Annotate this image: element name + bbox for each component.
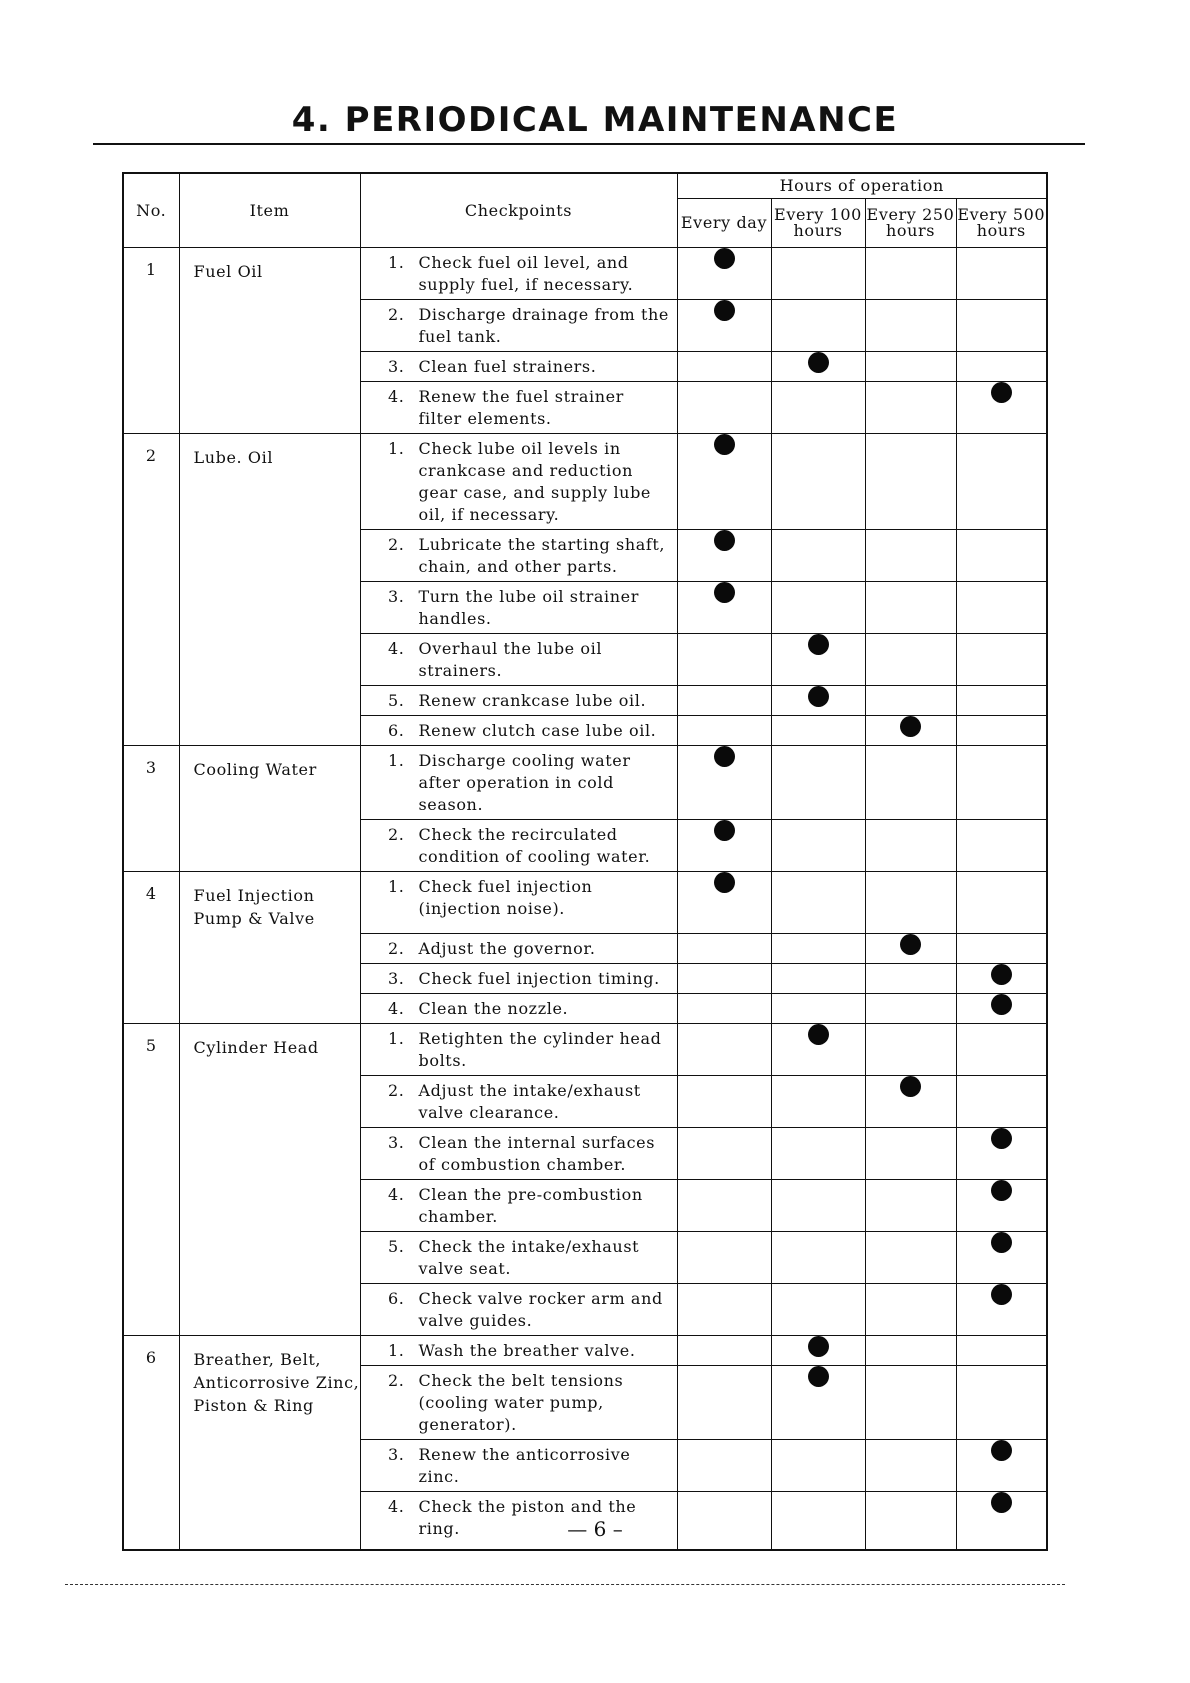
checkpoint-cell — [360, 1232, 677, 1284]
interval-cell-every-500 — [956, 746, 1047, 820]
interval-cell-every-250 — [865, 1440, 956, 1492]
bullet-mark-icon — [808, 686, 829, 707]
interval-cell-every-500 — [956, 1284, 1047, 1336]
bullet-mark-icon — [714, 820, 735, 841]
bullet-mark-icon — [900, 716, 921, 737]
checkpoint-cell — [360, 820, 677, 872]
bullet-mark-icon — [991, 382, 1012, 403]
interval-cell-every-100 — [771, 1284, 865, 1336]
interval-cell-every-100 — [771, 434, 865, 530]
checkpoint-cell — [360, 994, 677, 1024]
bullet-mark-icon — [808, 634, 829, 655]
group-item: Lube. Oil — [179, 434, 360, 746]
checkpoint-text: Check fuel injection (injection noise). — [418, 877, 593, 918]
header-hours-of-operation: Hours of operation — [677, 173, 1047, 199]
interval-cell-every-500 — [956, 934, 1047, 964]
checkpoint-number: 1. — [388, 1341, 405, 1360]
checkpoint-cell — [360, 1440, 677, 1492]
interval-cell-every-day — [677, 964, 771, 994]
interval-cell-every-250 — [865, 872, 956, 934]
interval-cell-every-day — [677, 716, 771, 746]
interval-cell-every-100 — [771, 634, 865, 686]
checkpoint-cell — [360, 1336, 677, 1366]
interval-cell-every-500 — [956, 634, 1047, 686]
group-number: 4 — [123, 872, 179, 1024]
table-body — [123, 248, 1047, 1550]
interval-cell-every-day — [677, 530, 771, 582]
group-number: 1 — [123, 248, 179, 434]
header-no: No. — [123, 173, 179, 248]
checkpoint-number: 3. — [388, 357, 405, 376]
checkpoint-cell — [360, 716, 677, 746]
checkpoint-text: Check fuel injection timing. — [418, 969, 660, 988]
checkpoint-number: 2. — [388, 305, 405, 324]
interval-cell-every-250 — [865, 1284, 956, 1336]
interval-cell-every-day — [677, 686, 771, 716]
page-title: 4. PERIODICAL MAINTENANCE — [291, 100, 899, 140]
checkpoint-cell — [360, 1076, 677, 1128]
bullet-mark-icon — [808, 1366, 829, 1387]
interval-cell-every-100 — [771, 1366, 865, 1440]
interval-cell-every-100 — [771, 1076, 865, 1128]
interval-cell-every-day — [677, 1076, 771, 1128]
checkpoint-text: Renew the fuel strainer filter elements. — [418, 387, 624, 428]
checkpoint-text: Check fuel oil level, and supply fuel, if necessary. — [418, 253, 634, 294]
checkpoint-number: 2. — [388, 1081, 405, 1100]
table-row — [123, 872, 1047, 934]
bullet-mark-icon — [808, 1024, 829, 1045]
interval-cell-every-day — [677, 1232, 771, 1284]
checkpoint-cell — [360, 382, 677, 434]
checkpoint-number: 4. — [388, 1497, 405, 1516]
interval-cell-every-day — [677, 634, 771, 686]
group-number: 3 — [123, 746, 179, 872]
checkpoint-text: Check the piston and the ring. — [418, 1497, 637, 1538]
interval-cell-every-500 — [956, 686, 1047, 716]
checkpoint-cell — [360, 746, 677, 820]
interval-cell-every-day — [677, 934, 771, 964]
interval-cell-every-250 — [865, 1076, 956, 1128]
interval-cell-every-250 — [865, 1128, 956, 1180]
bottom-rule — [65, 1584, 1065, 1585]
table-row — [123, 746, 1047, 820]
bullet-mark-icon — [991, 1492, 1012, 1513]
checkpoint-cell — [360, 582, 677, 634]
checkpoint-cell — [360, 1366, 677, 1440]
header-every-250: Every 250 hours — [865, 199, 956, 248]
checkpoint-text: Check lube oil levels in crankcase and reduction gear case, and supply lube oil, if necessary. — [418, 439, 651, 524]
interval-cell-every-500 — [956, 716, 1047, 746]
interval-cell-every-100 — [771, 964, 865, 994]
checkpoint-number: 5. — [388, 691, 405, 710]
checkpoint-number: 1. — [388, 1029, 405, 1048]
interval-cell-every-100 — [771, 382, 865, 434]
bullet-mark-icon — [714, 300, 735, 321]
interval-cell-every-250 — [865, 382, 956, 434]
group-item: Fuel Oil — [179, 248, 360, 434]
group-number: 6 — [123, 1336, 179, 1550]
interval-cell-every-500 — [956, 1440, 1047, 1492]
interval-cell-every-250 — [865, 934, 956, 964]
checkpoint-cell — [360, 1284, 677, 1336]
interval-cell-every-100 — [771, 530, 865, 582]
checkpoint-text: Overhaul the lube oil strainers. — [418, 639, 603, 680]
checkpoint-number: 4. — [388, 999, 405, 1018]
interval-cell-every-500 — [956, 1366, 1047, 1440]
interval-cell-every-100 — [771, 352, 865, 382]
checkpoint-number: 1. — [388, 439, 405, 458]
checkpoint-cell — [360, 1128, 677, 1180]
interval-cell-every-day — [677, 300, 771, 352]
interval-cell-every-500 — [956, 582, 1047, 634]
interval-cell-every-day — [677, 248, 771, 300]
checkpoint-number: 2. — [388, 1371, 405, 1390]
interval-cell-every-100 — [771, 994, 865, 1024]
interval-cell-every-100 — [771, 300, 865, 352]
bullet-mark-icon — [714, 582, 735, 603]
table-row — [123, 1336, 1047, 1366]
checkpoint-cell — [360, 964, 677, 994]
bullet-mark-icon — [714, 248, 735, 269]
checkpoint-cell — [360, 872, 677, 934]
interval-cell-every-250 — [865, 352, 956, 382]
interval-cell-every-500 — [956, 530, 1047, 582]
bullet-mark-icon — [900, 1076, 921, 1097]
table-row — [123, 434, 1047, 530]
interval-cell-every-500 — [956, 1128, 1047, 1180]
interval-cell-every-500 — [956, 820, 1047, 872]
interval-cell-every-250 — [865, 530, 956, 582]
checkpoint-text: Clean the nozzle. — [418, 999, 569, 1018]
checkpoint-text: Clean the internal surfaces of combustion chamber. — [418, 1133, 656, 1174]
interval-cell-every-500 — [956, 434, 1047, 530]
page-number: — 6 – — [567, 1517, 623, 1541]
checkpoint-number: 2. — [388, 939, 405, 958]
interval-cell-every-250 — [865, 300, 956, 352]
interval-cell-every-250 — [865, 1232, 956, 1284]
checkpoint-number: 3. — [388, 587, 405, 606]
checkpoint-text: Adjust the governor. — [418, 939, 596, 958]
interval-cell-every-500 — [956, 1180, 1047, 1232]
bullet-mark-icon — [991, 1128, 1012, 1149]
checkpoint-text: Clean fuel strainers. — [418, 357, 597, 376]
checkpoint-cell — [360, 352, 677, 382]
interval-cell-every-100 — [771, 248, 865, 300]
bullet-mark-icon — [714, 872, 735, 893]
bullet-mark-icon — [991, 994, 1012, 1015]
header-item: Item — [179, 173, 360, 248]
checkpoint-cell — [360, 934, 677, 964]
interval-cell-every-100 — [771, 872, 865, 934]
interval-cell-every-day — [677, 994, 771, 1024]
interval-cell-every-250 — [865, 634, 956, 686]
header-every-500: Every 500 hours — [956, 199, 1047, 248]
checkpoint-cell — [360, 634, 677, 686]
interval-cell-every-500 — [956, 1336, 1047, 1366]
checkpoint-number: 3. — [388, 1445, 405, 1464]
bullet-mark-icon — [808, 1336, 829, 1357]
checkpoint-text: Lubricate the starting shaft, chain, and other parts. — [418, 535, 666, 576]
checkpoint-text: Renew clutch case lube oil. — [418, 721, 657, 740]
checkpoint-number: 4. — [388, 1185, 405, 1204]
interval-cell-every-day — [677, 1366, 771, 1440]
interval-cell-every-100 — [771, 1180, 865, 1232]
checkpoint-number: 4. — [388, 387, 405, 406]
interval-cell-every-250 — [865, 994, 956, 1024]
interval-cell-every-100 — [771, 934, 865, 964]
checkpoint-number: 2. — [388, 825, 405, 844]
bullet-mark-icon — [808, 352, 829, 373]
interval-cell-every-day — [677, 1024, 771, 1076]
checkpoint-number: 3. — [388, 1133, 405, 1152]
bullet-mark-icon — [991, 1180, 1012, 1201]
interval-cell-every-day — [677, 582, 771, 634]
interval-cell-every-day — [677, 746, 771, 820]
interval-cell-every-250 — [865, 964, 956, 994]
interval-cell-every-100 — [771, 686, 865, 716]
interval-cell-every-500 — [956, 1024, 1047, 1076]
interval-cell-every-250 — [865, 746, 956, 820]
maintenance-table — [122, 172, 1048, 1551]
bullet-mark-icon — [900, 934, 921, 955]
interval-cell-every-250 — [865, 716, 956, 746]
bullet-mark-icon — [714, 434, 735, 455]
interval-cell-every-500 — [956, 964, 1047, 994]
interval-cell-every-500 — [956, 1076, 1047, 1128]
interval-cell-every-100 — [771, 1440, 865, 1492]
interval-cell-every-100 — [771, 1336, 865, 1366]
interval-cell-every-day — [677, 820, 771, 872]
checkpoint-text: Check the belt tensions (cooling water pump, generator). — [418, 1371, 624, 1434]
interval-cell-every-500 — [956, 994, 1047, 1024]
group-number: 5 — [123, 1024, 179, 1336]
interval-cell-every-250 — [865, 1180, 956, 1232]
interval-cell-every-day — [677, 1440, 771, 1492]
checkpoint-cell — [360, 1180, 677, 1232]
interval-cell-every-100 — [771, 582, 865, 634]
checkpoint-cell — [360, 248, 677, 300]
interval-cell-every-100 — [771, 746, 865, 820]
bullet-mark-icon — [991, 1232, 1012, 1253]
checkpoint-number: 1. — [388, 877, 405, 896]
checkpoint-text: Clean the pre-combustion chamber. — [418, 1185, 643, 1226]
group-item: Fuel Injection Pump & Valve — [179, 872, 360, 1024]
bullet-mark-icon — [714, 530, 735, 551]
interval-cell-every-500 — [956, 1232, 1047, 1284]
interval-cell-every-100 — [771, 716, 865, 746]
interval-cell-every-day — [677, 872, 771, 934]
bullet-mark-icon — [714, 746, 735, 767]
table-row — [123, 248, 1047, 300]
title-underline — [93, 143, 1085, 145]
header-every-day: Every day — [677, 199, 771, 248]
bullet-mark-icon — [991, 1284, 1012, 1305]
group-number: 2 — [123, 434, 179, 746]
checkpoint-cell — [360, 434, 677, 530]
interval-cell-every-250 — [865, 248, 956, 300]
interval-cell-every-day — [677, 352, 771, 382]
interval-cell-every-100 — [771, 1024, 865, 1076]
interval-cell-every-250 — [865, 1366, 956, 1440]
bullet-mark-icon — [991, 964, 1012, 985]
group-item: Cooling Water — [179, 746, 360, 872]
interval-cell-every-100 — [771, 820, 865, 872]
interval-cell-every-500 — [956, 872, 1047, 934]
checkpoint-text: Discharge drainage from the fuel tank. — [418, 305, 669, 346]
checkpoint-text: Adjust the intake/exhaust valve clearance. — [418, 1081, 641, 1122]
interval-cell-every-day — [677, 434, 771, 530]
checkpoint-text: Renew the anticorrosive zinc. — [418, 1445, 631, 1486]
interval-cell-every-250 — [865, 820, 956, 872]
checkpoint-number: 2. — [388, 535, 405, 554]
checkpoint-text: Check the recirculated condition of cooling water. — [418, 825, 651, 866]
checkpoint-cell — [360, 530, 677, 582]
interval-cell-every-250 — [865, 686, 956, 716]
interval-cell-every-day — [677, 382, 771, 434]
checkpoint-number: 6. — [388, 1289, 405, 1308]
interval-cell-every-day — [677, 1128, 771, 1180]
interval-cell-every-100 — [771, 1128, 865, 1180]
header-checkpoints: Checkpoints — [360, 173, 677, 248]
interval-cell-every-500 — [956, 248, 1047, 300]
interval-cell-every-100 — [771, 1232, 865, 1284]
checkpoint-cell — [360, 300, 677, 352]
interval-cell-every-day — [677, 1284, 771, 1336]
bullet-mark-icon — [991, 1440, 1012, 1461]
interval-cell-every-250 — [865, 1024, 956, 1076]
checkpoint-text: Discharge cooling water after operation in cold season. — [418, 751, 631, 814]
interval-cell-every-250 — [865, 434, 956, 530]
group-item: Breather, Belt, Anticorrosive Zinc, Piston & Ring — [179, 1336, 360, 1550]
checkpoint-cell — [360, 1024, 677, 1076]
checkpoint-number: 1. — [388, 751, 405, 770]
group-item: Cylinder Head — [179, 1024, 360, 1336]
checkpoint-number: 1. — [388, 253, 405, 272]
interval-cell-every-day — [677, 1336, 771, 1366]
checkpoint-number: 6. — [388, 721, 405, 740]
interval-cell-every-250 — [865, 582, 956, 634]
checkpoint-text: Check the intake/exhaust valve seat. — [418, 1237, 640, 1278]
interval-cell-every-500 — [956, 352, 1047, 382]
checkpoint-number: 5. — [388, 1237, 405, 1256]
checkpoint-text: Check valve rocker arm and valve guides. — [418, 1289, 663, 1330]
checkpoint-number: 3. — [388, 969, 405, 988]
checkpoint-text: Renew crankcase lube oil. — [418, 691, 647, 710]
interval-cell-every-500 — [956, 300, 1047, 352]
interval-cell-every-day — [677, 1180, 771, 1232]
interval-cell-every-250 — [865, 1336, 956, 1366]
checkpoint-text: Turn the lube oil strainer handles. — [418, 587, 639, 628]
checkpoint-cell — [360, 686, 677, 716]
checkpoint-text: Retighten the cylinder head bolts. — [418, 1029, 662, 1070]
checkpoint-text: Wash the breather valve. — [418, 1341, 636, 1360]
header-every-100: Every 100 hours — [771, 199, 865, 248]
table-row — [123, 1024, 1047, 1076]
interval-cell-every-500 — [956, 382, 1047, 434]
checkpoint-number: 4. — [388, 639, 405, 658]
